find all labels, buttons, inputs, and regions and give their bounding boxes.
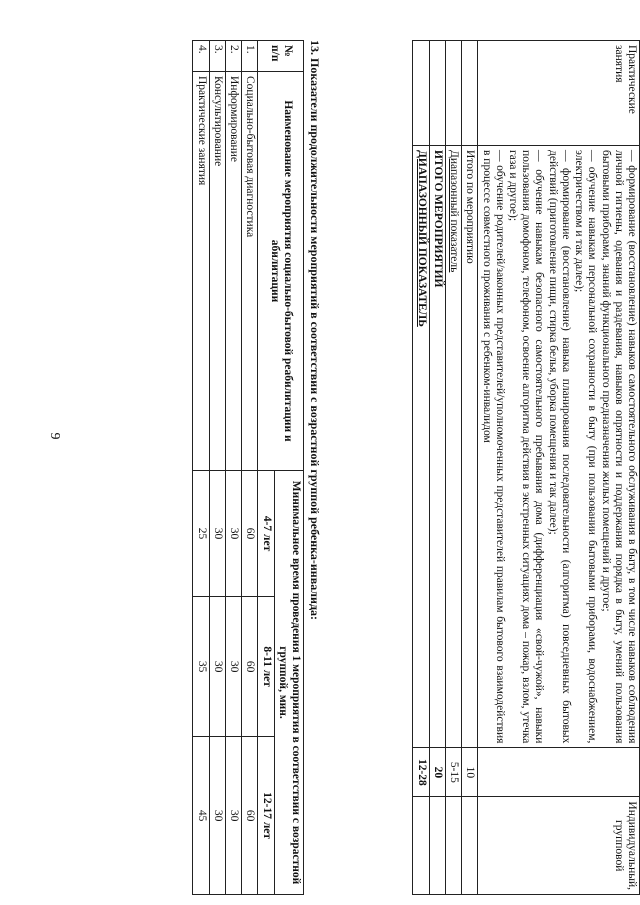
row-value: 30 — [225, 597, 241, 737]
total-value: 10 — [462, 748, 478, 797]
row-num: 3. — [209, 41, 225, 72]
row-name: Социально-бытовая диагностика — [242, 72, 258, 471]
table-row — [242, 41, 258, 895]
row-value: 30 — [225, 471, 241, 597]
empty-cell — [462, 797, 478, 895]
row-value: 45 — [193, 737, 209, 895]
empty-cell — [445, 41, 461, 146]
table-row — [413, 41, 429, 895]
empty-cell — [445, 797, 461, 895]
grand-range-label: ДИАПАЗОННЫЙ ПОКАЗАТЕЛЬ — [413, 146, 429, 748]
time-header: Минимальное время проведения 1 мероприятия в соответствии с возрастной группой, мин. — [274, 471, 303, 895]
form-cell: Индивидуальный, групповой — [478, 797, 640, 895]
age-header: 8-11 лет — [258, 597, 274, 737]
table-row — [429, 41, 445, 895]
category-cell: Практические занятия — [478, 41, 640, 146]
age-header: 12-17 лет — [258, 737, 274, 895]
list-item: — обучение родителей/законных представителей/уполномоченных представителей правилам бытового взаимодействия в процессе совместного проживания с ребенком-инвалидом — [480, 150, 506, 744]
row-value: 30 — [225, 737, 241, 895]
table-row — [193, 41, 209, 895]
empty-cell — [413, 797, 429, 895]
row-value: 60 — [242, 597, 258, 737]
table-row — [462, 41, 478, 895]
row-value: 30 — [209, 471, 225, 597]
list-item: — обучение навыкам безопасного самостоятельного пребывания дома (дифференциация «свой-чужой», навыки пользования домофоном, телефоном, освоение алгоритма действия в экстренных ситуациях дома – пожар, взлом, утечка газа и другое); — [507, 150, 546, 744]
row-num: 2. — [225, 41, 241, 72]
row-name: Консультирование — [209, 72, 225, 471]
grand-total-value: 20 — [429, 748, 445, 797]
total-label: Итого по мероприятию — [462, 146, 478, 748]
list-item: — формирование (восстановление) навыка планирования последовательности (алгоритма) повседневных бытовых действий (приготовление пищи, стирка белья, уборка помещения и так далее); — [546, 150, 572, 744]
row-name: Информирование — [225, 72, 241, 471]
table-row — [445, 41, 461, 895]
empty-cell — [429, 41, 445, 146]
items-cell — [478, 146, 640, 748]
section-13-title: 13. Показатели продолжительности мероприятий в соответствии с возрастной группой ребенка-инвалида: — [308, 40, 322, 621]
empty-cell — [462, 41, 478, 146]
row-value: 35 — [193, 597, 209, 737]
row-num: 4. — [193, 41, 209, 72]
name-header: Наименование мероприятия социально-бытовой реабилитации и абилитации — [258, 72, 304, 471]
page-number: 9 — [47, 432, 62, 440]
row-num: 1. — [242, 41, 258, 72]
table-row — [478, 41, 640, 895]
num-header: № п/п — [258, 41, 304, 72]
row-value: 30 — [209, 597, 225, 737]
empty-cell — [413, 41, 429, 146]
table-row — [209, 41, 225, 895]
row-value: 60 — [242, 737, 258, 895]
list-item: — формирование (восстановление) навыков самостоятельного обслуживания в быту, в том числе навыков соблюдения личной гигиены, одевания и раздевания, навыков опрятности и поддержания порядка в быту, умений пользования бытовыми приборами, знаний функционального предназначения жилых помещений и другое; — [599, 150, 638, 744]
table-row — [225, 41, 241, 895]
row-name: Практические занятия — [193, 72, 209, 471]
grand-total-label: ИТОГО МЕРОПРИЯТИЙ — [429, 146, 445, 748]
row-value: 25 — [193, 471, 209, 597]
row-value: 30 — [209, 737, 225, 895]
age-header: 4-7 лет — [258, 471, 274, 597]
rotated-page — [70, 40, 640, 895]
list-item: — обучение навыкам персональной сохранности в быту (при пользовании бытовыми приборами, водоснабжением, электричеством и так далее); — [573, 150, 599, 744]
grand-range-value: 12-28 — [413, 748, 429, 797]
header-row — [274, 41, 303, 895]
count-cell — [478, 748, 640, 797]
empty-cell — [429, 797, 445, 895]
row-value: 60 — [242, 471, 258, 597]
range-label: Диапазонный показатель — [445, 146, 461, 748]
activities-table — [413, 40, 640, 895]
range-value: 5-15 — [445, 748, 461, 797]
duration-table — [192, 40, 304, 895]
